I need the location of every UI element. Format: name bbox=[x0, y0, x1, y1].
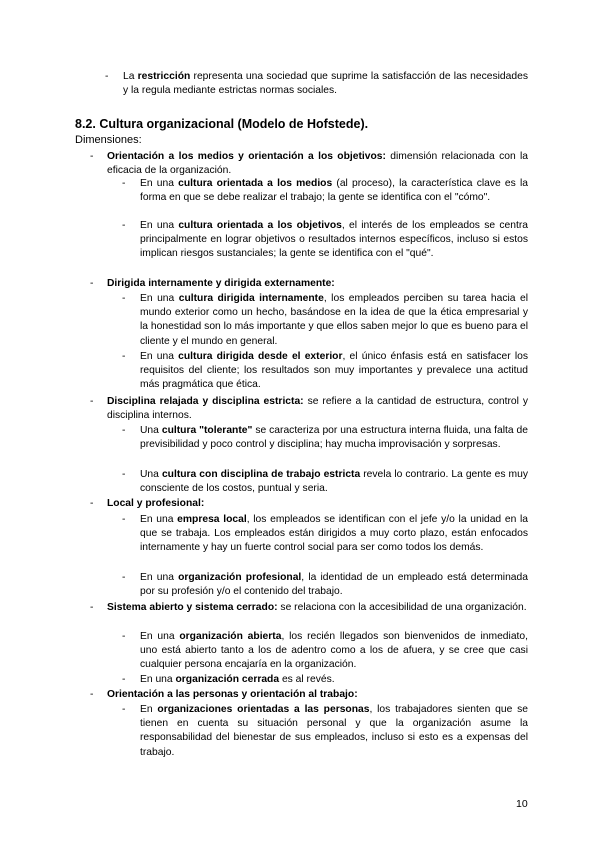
list-item: - En una empresa local, los empleados se identifican con el jefe y/o la unidad en la que se trabaja. Los empleados están dirigidos a muy corto plazo, están enfocados internamente y hay un fuerte control social para ser como todos los demás. bbox=[122, 514, 529, 554]
bullet: - bbox=[105, 71, 109, 82]
list-item: - En una cultura dirigida internamente, los empleados perciben su tarea hacia el mundo exterior como un hecho, basándose en la idea de que la ética empresarial y la honestidad son lo más importante y que ellos saben mejor lo que es bueno para el cliente y el mundo en general. bbox=[122, 293, 528, 347]
list-item: - En una cultura orientada a los medios (al proceso), la característica clave es la forma en que se debe realizar el trabajo; la gente se identifica con el "cómo". bbox=[122, 178, 529, 204]
list-item: - En una cultura orientada a los objetivos, el interés de los empleados se centra principalmente en lograr objetivos o resultados internos específicos, incluso si estos implican riesgos sustanciales; la gente se identifica con el "qué". bbox=[122, 220, 528, 260]
section-heading: 8.2. Cultura organizacional (Modelo de Hofstede). bbox=[75, 117, 369, 131]
dimension-disciplina: - Disciplina relajada y disciplina estricta: se refiere a la cantidad de estructura, control y disciplina internos. bbox=[90, 396, 528, 422]
list-item: - Una cultura con disciplina de trabajo estricta revela lo contrario. La gente es muy consciente de los costos, puntual y seria. bbox=[122, 469, 528, 495]
dimension-interna-externa: - Dirigida internamente y dirigida externamente: bbox=[90, 278, 335, 289]
page-number: 10 bbox=[516, 798, 528, 810]
dimension-local-profesional: - Local y profesional: bbox=[90, 498, 205, 509]
list-item: - En una organización cerrada es al revés. bbox=[122, 674, 335, 685]
list-item: - En organizaciones orientadas a las personas, los trabajadores sienten que se tienen en cuenta su situación personal y que la organización asume la responsabilidad del bienestar de sus empleados, incluso si esto es a expensas del trabajo. bbox=[122, 704, 528, 758]
section-subtitle: Dimensiones: bbox=[75, 134, 142, 146]
list-item: - En una cultura dirigida desde el exterior, el único énfasis está en satisfacer los requisitos del cliente; los resultados son muy importantes y prevalece una actitud más pragmática que ética. bbox=[122, 351, 528, 391]
list-item: - En una organización profesional, la identidad de un empleado está determinada por su profesión y/o el contenido del trabajo. bbox=[122, 572, 528, 598]
dimension-abierto-cerrado: - Sistema abierto y sistema cerrado: se relaciona con la accesibilidad de una organización. bbox=[90, 602, 527, 613]
list-item: - En una organización abierta, los recién llegados son bienvenidos de inmediato, uno está abierto tanto a los de adentro como a los de afuera, y se cree que casi cualquier persona encajaría en la organización. bbox=[122, 631, 528, 671]
dimension-personas-trabajo: - Orientación a las personas y orientación al trabajo: bbox=[90, 689, 358, 700]
dimension-medios-objetivos: - Orientación a los medios y orientación a los objetivos: dimensión relacionada con la eficacia de la organización. bbox=[90, 151, 529, 177]
list-item: - Una cultura "tolerante" se caracteriza por una estructura interna fluida, una falta de previsibilidad y poco control y disciplina; hay mucha improvisación y sorpresas. bbox=[122, 425, 528, 451]
list-item-restriccion: - La restricción representa una sociedad que suprime la satisfacción de las necesidades y la regula mediante estrictas normas sociales. bbox=[105, 71, 528, 97]
